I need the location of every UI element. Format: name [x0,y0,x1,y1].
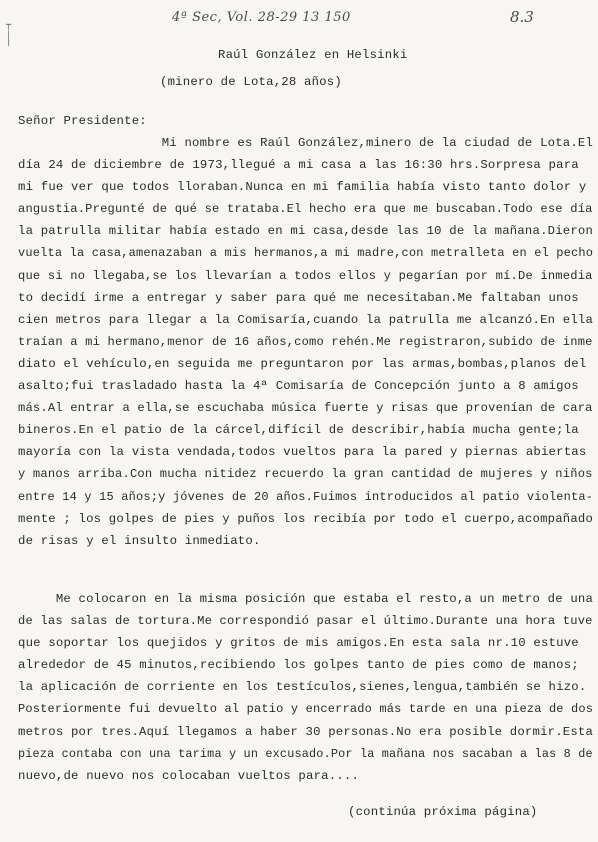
text-line: y manos arriba.Con mucha nitidez recuerdo la gran cantidad de mujeres y niños [18,467,593,482]
text-line: de risas y el insulto inmediato. [18,533,261,548]
salutation: Señor Presidente: [18,114,147,128]
text-line: asalto;fui trasladado hasta la 4ª Comisaría de Concepción junto a 8 amigos [18,379,579,394]
text-line: bineros.En el patio de la cárcel,difícil de describir,había mucha gente;la [18,423,579,438]
text-line: pieza contaba con una tarima y un excusado.Por la mañana nos sacaban a las 8 de [18,746,593,761]
continued-note: (continúa próxima página) [348,805,538,819]
text-line: la patrulla militar había estado en mi casa,desde las 10 de la mañana.Dieron [18,224,594,239]
text-line: Me colocaron en la misma posición que estaba el resto,a un metro de una [18,592,594,606]
margin-mark: ┬ │ ╵ [6,20,12,52]
text-line: metros por tres.Aquí llegamos a haber 30 personas.No era posible dormir.Esta [18,724,594,739]
text-line: la aplicación de corriente en los testículos,sienes,lengua,también se hizo. [18,680,587,695]
text-line: vuelta la casa,amenazaban a mis hermanos,a mi madre,con metralleta en el pecho [18,246,594,261]
text-line: de las salas de tortura.Me correspondió pasar el último.Durante una hora tuve [18,614,593,629]
document-subtitle: (minero de Lota,28 años) [160,75,342,89]
text-line: traían a mi hermano,menor de 16 años,como rehén.Me registraron,subido de inme [18,334,593,349]
text-line: Posteriormente fui devuelto al patio y encerrado más tarde en una pieza de dos [18,702,594,717]
text-line: entre 14 y 15 años;y jóvenes de 20 años.Fuimos introducidos al patio violenta- [18,489,594,504]
paragraph-1 [18,132,593,552]
document-title: Raúl González en Helsinki [218,48,408,62]
text-line: to decidí irme a entregar y saber para qué me necesitaban.Me faltaban unos [18,290,579,305]
text-line: mi fue ver que todos lloraban.Nunca en mi familia había visto tanto dolor y [18,180,587,195]
text-line: más.Al entrar a ella,se escuchaba música fuerte y risas que provenían de cara [18,401,593,416]
text-line: alrededor de 45 minutos,recibiendo los golpes tanto de pies como de manos; [18,658,579,673]
text-line: día 24 de diciembre de 1973,llegué a mi casa a las 16:30 hrs.Sorpresa para [18,158,579,173]
paragraph-2 [18,588,593,787]
text-line: diato el vehículo,en seguida me preguntaron por las armas,bombas,planos del [18,356,587,371]
text-line: angustia.Pregunté de qué se trataba.El hecho era que me buscaban.Todo ese día [18,202,593,217]
text-line: que si no llegaba,se los llevarían a todos ellos y pegarían por mí.De inmedia [18,268,593,283]
text-line: mente ; los golpes de pies y puños los recibía por todo el cuerpo,acompañado [18,511,594,526]
text-line: mayoría con la vista vendada,todos vueltos para la pared y piernas abiertas [18,445,587,460]
handwritten-page-number: 8.3 [510,8,534,26]
text-line: Mi nombre es Raúl González,minero de la ciudad de Lota.El [18,136,594,150]
handwritten-archive-note: 4ª Sec, Vol. 28-29 13 150 [172,10,351,25]
text-line: nuevo,de nuevo nos colocaban vueltos para.... [18,768,360,783]
text-line: que soportar los quejidos y gritos de mis amigos.En esta sala nr.10 estuve [18,636,579,651]
text-line: cien metros para llegar a la Comisaría,cuando la patrulla me alcanzó.En ella [18,312,594,327]
